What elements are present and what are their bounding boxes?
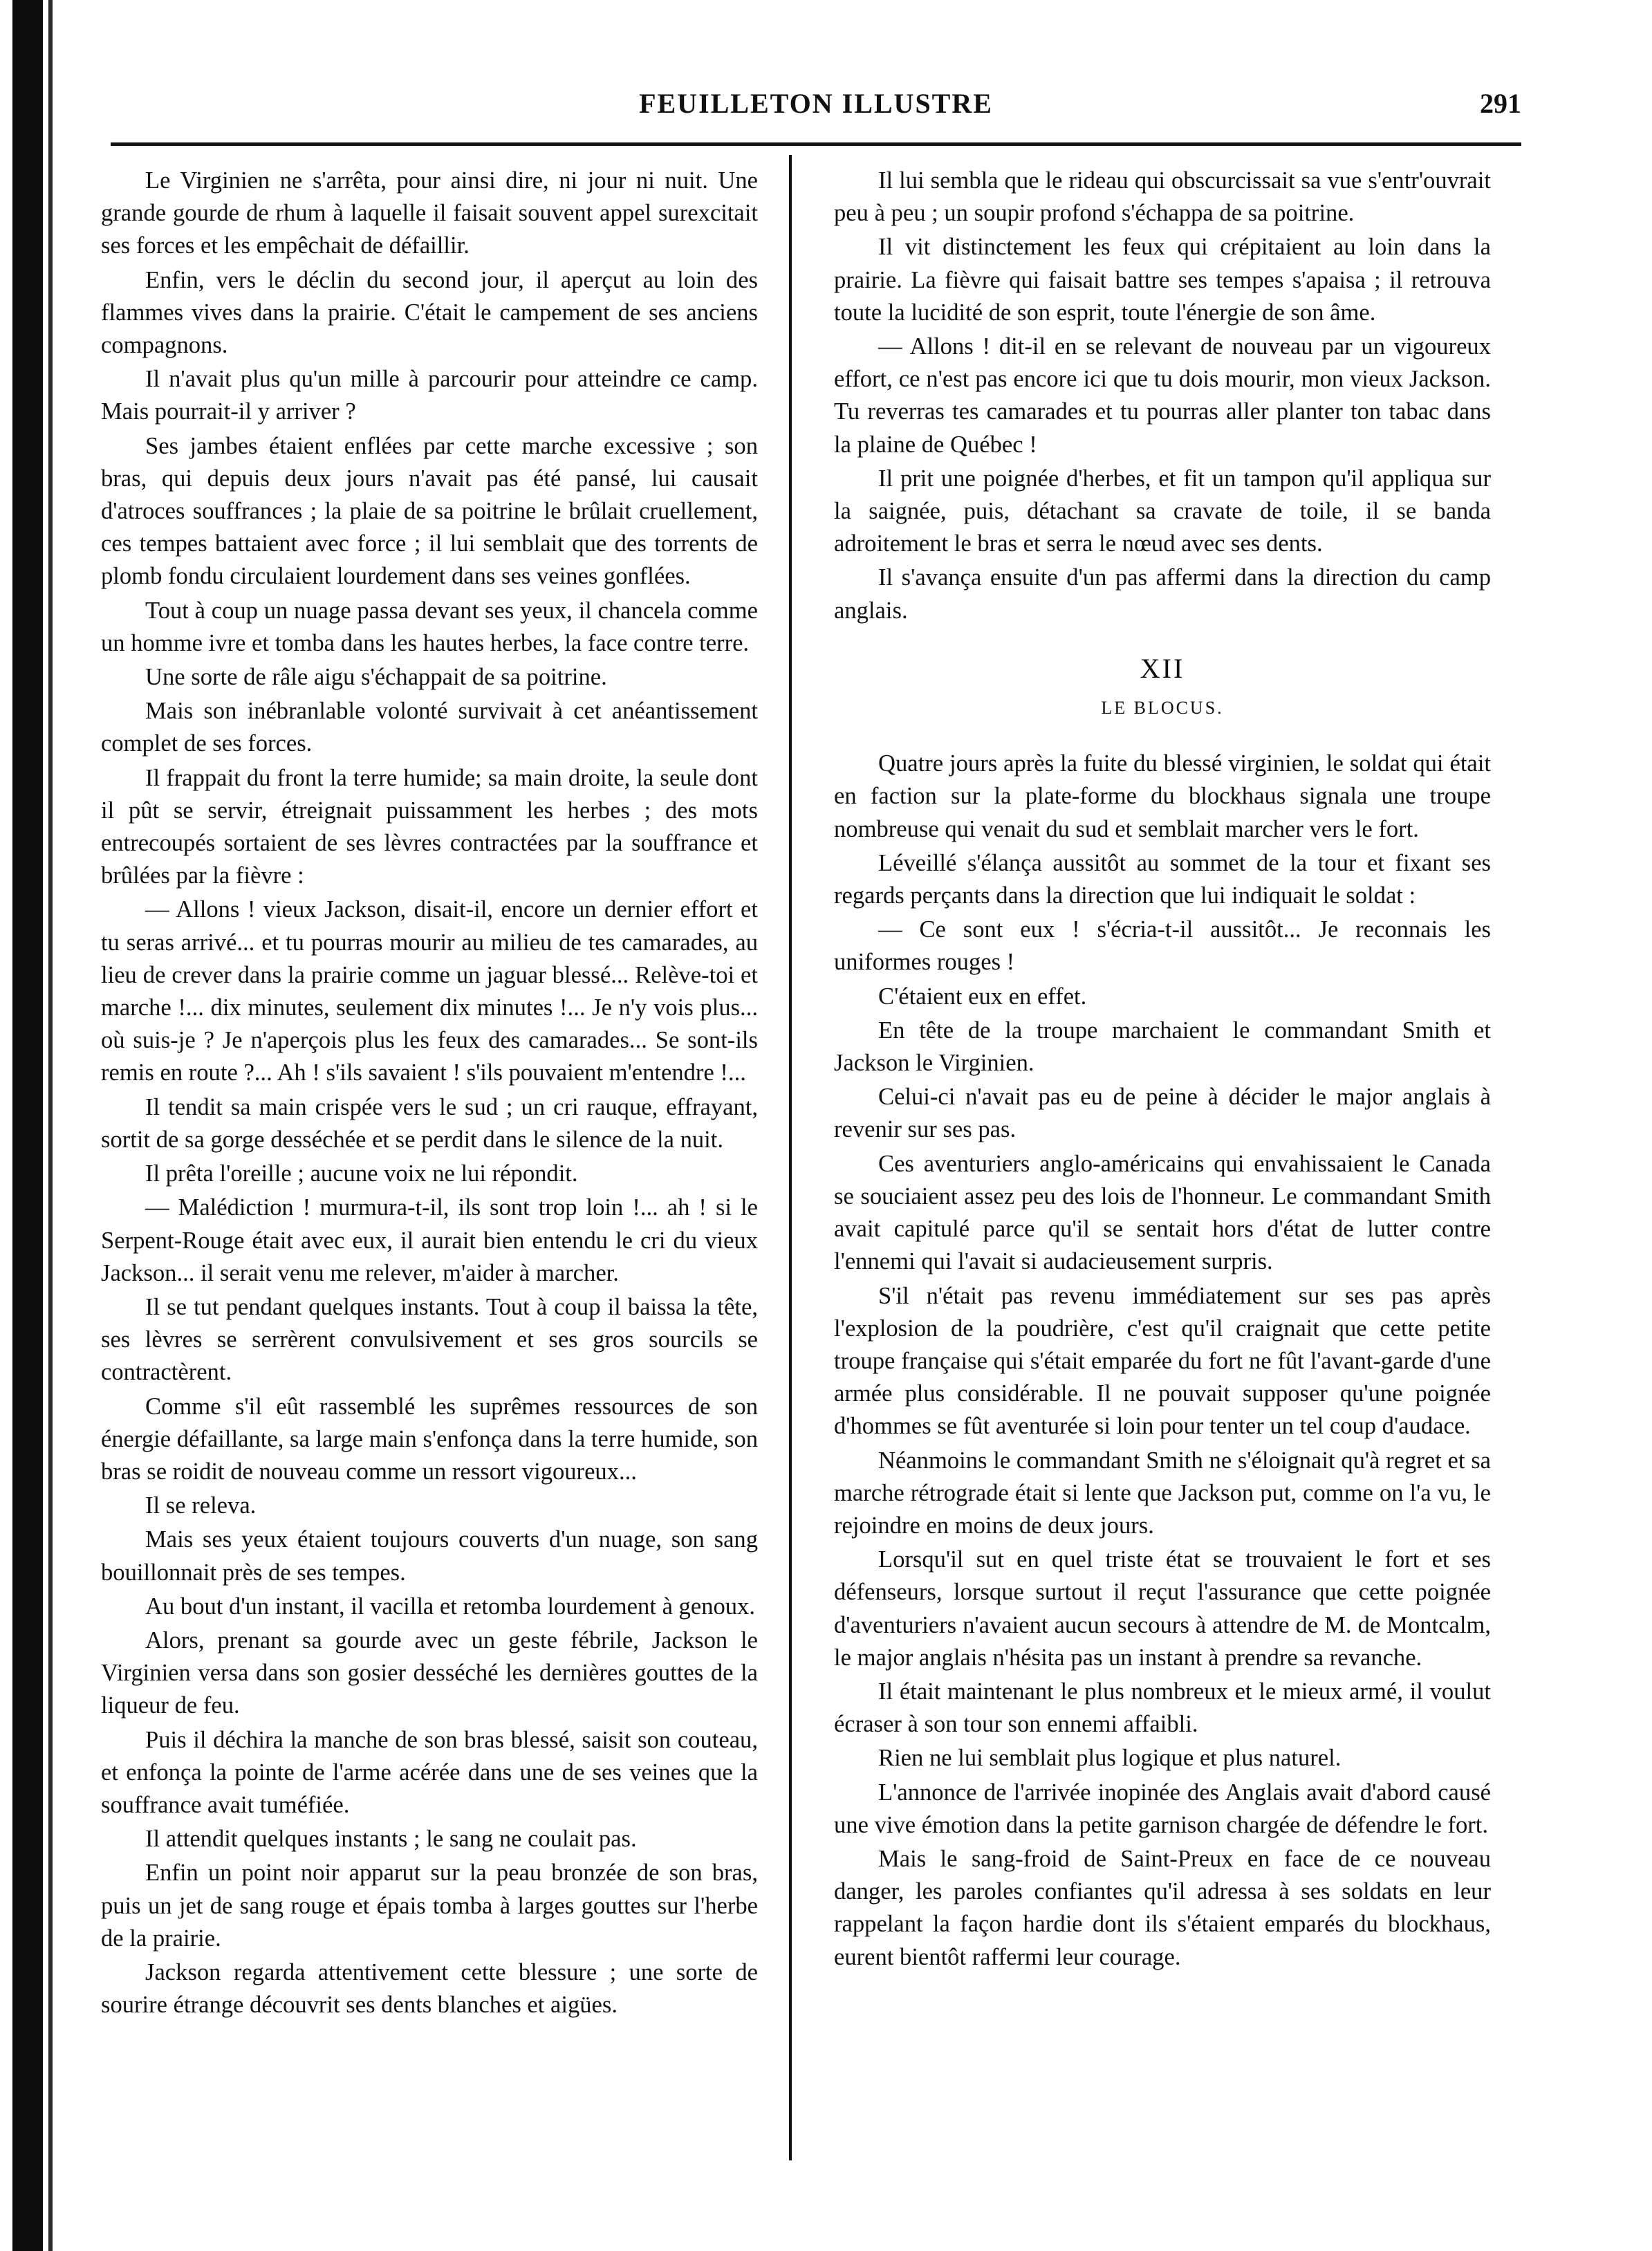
paragraph: Quatre jours après la fuite du blessé virginien, le soldat qui était en faction sur la plate-forme du blockhaus signala une troupe nombreuse qui venait du sud et semblait marcher vers le fort. — [834, 750, 1491, 842]
paragraph: Mais ses yeux étaient toujours couverts d'un nuage, son sang bouillonnait près de ses tempes. — [101, 1526, 758, 1586]
paragraph: Une sorte de râle aigu s'échappait de sa poitrine. — [145, 664, 607, 691]
paragraph: Il vit distinctement les feux qui crépitaient au loin dans la prairie. La fièvre qui faisait battre ses tempes s'apaisa ; il retrouva toute la lucidité de son esprit, toute l'énergie de son âme. — [834, 234, 1491, 326]
page-binding-shadow — [12, 0, 43, 2251]
paragraph: Il s'avança ensuite d'un pas affermi dans la direction du camp anglais. — [834, 564, 1491, 624]
paragraph: Ces aventuriers anglo-américains qui envahissaient le Canada se souciaient assez peu des lois de l'honneur. Le commandant Smith avait capitulé parce qu'il se sentait hors d'état de lutter contre l'ennemi qui l'avait si audacieusement surpris. — [834, 1150, 1491, 1275]
paragraph: — Malédiction ! murmura-t-il, ils sont trop loin !... ah ! si le Serpent-Rouge était avec eux, il aurait bien entendu le cri du vieux Jackson... il serait venu me relever, m'aider à marcher. — [101, 1194, 758, 1286]
page-number: 291 — [1480, 88, 1521, 119]
page-header — [111, 83, 1521, 131]
running-title: FEUILLETON ILLUSTRE — [639, 88, 993, 119]
paragraph: C'étaient eux en effet. — [878, 983, 1087, 1010]
paragraph: — Allons ! vieux Jackson, disait-il, encore un dernier effort et tu seras arrivé... et tu pourras mourir au milieu de tes camarades, au lieu de crever dans la prairie comme un jaguar blessé... Relève-toi et marche !... dix minutes, seulement dix minutes !... Je n'y vois plus... où suis-je ? Je n'aperçois plus les feux des camarades... Se sont-ils remis en route ?... Ah ! s'ils savaient ! s'ils pouvaient m'entendre !... — [101, 896, 758, 1086]
paragraph: Il se tut pendant quelques instants. Tout à coup il baissa la tête, ses lèvres se serrèrent convulsivement et ses gros sourcils se contractèrent. — [101, 1293, 758, 1386]
paragraph: Enfin un point noir apparut sur la peau bronzée de son bras, puis un jet de sang rouge et épais tomba à larges gouttes sur l'herbe de la prairie. — [101, 1860, 758, 1952]
paragraph: Alors, prenant sa gourde avec un geste fébrile, Jackson le Virginien versa dans son gosier desséché les dernières gouttes de la liqueur de feu. — [101, 1627, 758, 1719]
header-rule — [111, 142, 1521, 146]
paragraph: Il lui sembla que le rideau qui obscurcissait sa vue s'entr'ouvrait peu à peu ; un soupir profond s'échappa de sa poitrine. — [834, 167, 1491, 227]
paragraph: En tête de la troupe marchaient le commandant Smith et Jackson le Virginien. — [834, 1017, 1491, 1077]
paragraph: Il se releva. — [145, 1492, 257, 1519]
paragraph: Il n'avait plus qu'un mille à parcourir pour atteindre ce camp. Mais pourrait-il y arriver ? — [101, 366, 758, 425]
chapter-title: LE BLOCUS. — [1101, 698, 1224, 719]
paragraph: Il attendit quelques instants ; le sang ne coulait pas. — [145, 1826, 637, 1853]
paragraph: L'annonce de l'arrivée inopinée des Anglais avait d'abord causé une vive émotion dans la petite garnison chargée de défendre le fort. — [834, 1779, 1491, 1838]
paragraph: Il était maintenant le plus nombreux et le mieux armé, il voulut écraser à son tour son ennemi affaibli. — [834, 1678, 1491, 1738]
paragraph: Au bout d'un instant, il vacilla et retomba lourdement à genoux. — [145, 1593, 755, 1620]
paragraph: Néanmoins le commandant Smith ne s'éloignait qu'à regret et sa marche rétrograde était si lente que Jackson put, comme on l'a vu, le rejoindre en moins de deux jours. — [834, 1447, 1491, 1539]
right-column-text-top — [834, 165, 1491, 627]
chapter-number: XII — [1140, 652, 1185, 684]
paragraph: Enfin, vers le déclin du second jour, il aperçut au loin des flammes vives dans la prairie. C'était le campement de ses anciens compagnons. — [101, 266, 758, 359]
left-column — [101, 165, 758, 2023]
paragraph: Lorsqu'il sut en quel triste état se trouvaient le fort et ses défenseurs, lorsque surtout il reçut l'assurance que cette poignée d'aventuriers n'avaient aucun secours à attendre de M. de Montcalm, le major anglais n'hésita pas un instant à prendre sa revanche. — [834, 1546, 1491, 1671]
paragraph: Jackson regarda attentivement cette blessure ; une sorte de sourire étrange découvrit ses dents blanches et aigües. — [101, 1958, 758, 2019]
paragraph: Il frappait du front la terre humide; sa main droite, la seule dont il pût se servir, étreignait puissamment les herbes ; des mots entrecoupés sortaient de ses lèvres contractées par la souffrance et brûlées par la fièvre : — [101, 764, 758, 889]
paragraph: — Ce sont eux ! s'écria-t-il aussitôt... Je reconnais les uniformes rouges ! — [834, 916, 1491, 976]
paragraph: Comme s'il eût rassemblé les suprêmes ressources de son énergie défaillante, sa large main s'enfonça dans la terre humide, son bras se roidit de nouveau comme un ressort vigoureux... — [101, 1393, 758, 1485]
paragraph: Puis il déchira la manche de son bras blessé, saisit son couteau, et enfonça la pointe de l'arme acérée dans une de ses veines que la souffrance avait tuméfiée. — [101, 1726, 758, 1818]
paragraph: Léveillé s'élança aussitôt au sommet de la tour et fixant ses regards perçants dans la direction que lui indiquait le soldat : — [834, 849, 1491, 909]
paragraph: — Allons ! dit-il en se relevant de nouveau par un vigoureux effort, ce n'est pas encore ici que tu dois mourir, mon vieux Jackson. Tu reverras tes camarades et tu pourras aller planter ton tabac dans la plaine de Québec ! — [834, 333, 1491, 458]
paragraph: Rien ne lui semblait plus logique et plus naturel. — [878, 1745, 1342, 1772]
column-divider — [789, 155, 792, 2160]
paragraph: Il prit une poignée d'herbes, et fit un tampon qu'il appliqua sur la saignée, puis, détachant sa cravate de toile, il se banda adroitement le bras et serra le nœud avec ses dents. — [834, 465, 1491, 557]
page-binding-line — [48, 0, 53, 2251]
right-column — [834, 165, 1491, 1975]
paragraph: Mais son inébranlable volonté survivait à cet anéantissement complet de ses forces. — [101, 698, 758, 757]
paragraph: S'il n'était pas revenu immédiatement sur ses pas après l'explosion de la poudrière, c'est qu'il craignait que cette petite troupe française qui s'était emparée du fort ne fût l'avant-garde d'une armée plus considérable. Il ne pouvait supposer qu'une poignée d'hommes se fût aventurée si loin pour tenter un tel coup d'audace. — [834, 1282, 1491, 1440]
paragraph: Tout à coup un nuage passa devant ses yeux, il chancela comme un homme ivre et tomba dans les hautes herbes, la face contre terre. — [101, 597, 758, 656]
paragraph: Mais le sang-froid de Saint-Preux en face de ce nouveau danger, les paroles confiantes qu'il adressa à ses soldats en leur rappelant la façon hardie dont ils s'étaient emparés du blockhaus, eurent bientôt raffermi leur courage. — [834, 1845, 1491, 1970]
paragraph: Il tendit sa main crispée vers le sud ; un cri rauque, effrayant, sortit de sa gorge desséchée et se perdit dans le silence de la nuit. — [101, 1093, 758, 1153]
right-column-text-bottom — [834, 748, 1491, 1974]
paragraph: Celui-ci n'avait pas eu de peine à décider le major anglais à revenir sur ses pas. — [834, 1084, 1491, 1143]
paragraph: Ses jambes étaient enflées par cette marche excessive ; son bras, qui depuis deux jours n'avait pas été pansé, lui causait d'atroces souffrances ; la plaie de sa poitrine le brûlait cruellement, ces tempes battaient avec force ; il lui semblait que des torrents de plomb fondu circulaient lourdement dans ses veines gonflées. — [101, 432, 758, 590]
paragraph: Le Virginien ne s'arrêta, pour ainsi dire, ni jour ni nuit. Une grande gourde de rhum à laquelle il faisait souvent appel surexcitait ses forces et les empêchait de défaillir. — [101, 167, 758, 259]
paragraph: Il prêta l'oreille ; aucune voix ne lui répondit. — [145, 1160, 578, 1187]
